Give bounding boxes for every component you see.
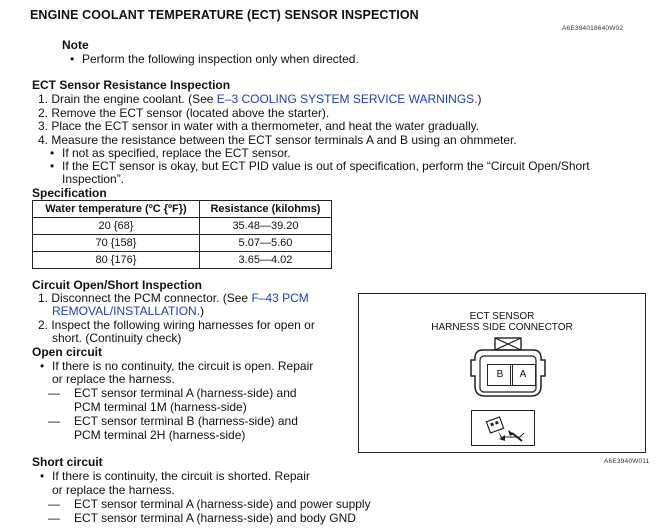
resistance-cell: 35.48—39.20 — [199, 218, 331, 235]
circuit-step-1-suffix: ) — [200, 304, 205, 318]
figure-title-line-2: HARNESS SIDE CONNECTOR — [431, 322, 573, 333]
short-circuit-bullet-cont: or replace the harness. — [52, 483, 175, 497]
circuit-step-2: 2. Inspect the following wiring harnesses for open or — [38, 318, 315, 332]
pin-a: A — [510, 364, 536, 386]
specification-table — [32, 200, 332, 269]
figure-document-id: A6E3940W011 — [604, 458, 650, 465]
resistance-cell: 3.65—4.02 — [199, 252, 331, 269]
table-header-row — [33, 201, 332, 218]
open-circuit-bullet-cont: or replace the harness. — [52, 372, 175, 386]
circuit-heading: Circuit Open/Short Inspection — [32, 278, 203, 292]
document-id: A6E394018640W02 — [562, 25, 624, 32]
resistance-step-4: 4. Measure the resistance between the ECT sensor terminals A and B using an ohmmeter. — [38, 133, 517, 147]
short-circuit-dash-2: — ECT sensor terminal A (harness-side) and body GND — [74, 511, 356, 525]
connector-view-box — [471, 410, 535, 446]
step-4-bullet-2-cont: Inspection”. — [62, 172, 125, 186]
column-header-temperature: Water temperature (ºC {ºF}) — [33, 201, 200, 218]
step-1-prefix: 1. Drain the engine coolant. (See — [38, 92, 217, 106]
resistance-cell: 5.07—5.60 — [199, 235, 331, 252]
circuit-step-1 — [38, 291, 309, 305]
connector-figure — [358, 293, 646, 453]
connector-view-icon — [472, 411, 534, 445]
pcm-removal-link[interactable]: F–43 PCM — [251, 291, 309, 305]
step-4-bullet-2: • If the ECT sensor is okay, but ECT PID value is out of specification, perform the “Circuit Open/Short — [62, 159, 590, 173]
resistance-heading: ECT Sensor Resistance Inspection — [32, 78, 231, 92]
circuit-step-1-text: 1. Disconnect the PCM connector. (See — [38, 291, 252, 305]
table-row — [33, 218, 332, 235]
table-row — [33, 235, 332, 252]
resistance-step-3: 3. Place the ECT sensor in water with a thermometer, and heat the water gradually. — [38, 119, 480, 133]
circuit-step-2-cont: short. (Continuity check) — [52, 331, 182, 345]
table-row — [33, 252, 332, 269]
open-circuit-bullet: • If there is no continuity, the circuit is open. Repair — [52, 359, 313, 373]
open-circuit-heading: Open circuit — [32, 345, 103, 359]
note-text: • Perform the following inspection only when directed. — [82, 52, 359, 66]
resistance-step-2: 2. Remove the ECT sensor (located above the starter). — [38, 106, 330, 120]
short-circuit-bullet: • If there is continuity, the circuit is shorted. Repair — [52, 469, 310, 483]
step-4-bullet-1: • If not as specified, replace the ECT sensor. — [62, 146, 291, 160]
note-heading: Note — [62, 38, 89, 52]
cooling-warnings-link[interactable]: E–3 COOLING SYSTEM SERVICE WARNINGS. — [216, 92, 478, 106]
temperature-cell: 80 {176} — [33, 252, 200, 269]
open-circuit-dash-2-cont: PCM terminal 2H (harness-side) — [74, 428, 246, 442]
page-title: ENGINE COOLANT TEMPERATURE (ECT) SENSOR INSPECTION — [30, 8, 419, 22]
open-circuit-dash-2: — ECT sensor terminal B (harness-side) and — [74, 414, 298, 428]
resistance-step-1 — [38, 92, 482, 106]
circuit-step-1-cont — [52, 304, 204, 318]
step-1-suffix: ) — [477, 92, 482, 106]
pcm-removal-link-cont[interactable]: REMOVAL/INSTALLATION. — [52, 304, 201, 318]
pin-b: B — [487, 364, 513, 386]
column-header-resistance: Resistance (kilohms) — [199, 201, 331, 218]
temperature-cell: 70 {158} — [33, 235, 200, 252]
short-circuit-heading: Short circuit — [32, 455, 103, 469]
specification-heading: Specification — [32, 186, 107, 200]
temperature-cell: 20 {68} — [33, 218, 200, 235]
open-circuit-dash-1: — ECT sensor terminal A (harness-side) and — [74, 386, 297, 400]
figure-title-line-1: ECT SENSOR — [469, 311, 535, 322]
open-circuit-dash-1-cont: PCM terminal 1M (harness-side) — [74, 400, 247, 414]
short-circuit-dash-1: — ECT sensor terminal A (harness-side) and power supply — [74, 497, 371, 511]
